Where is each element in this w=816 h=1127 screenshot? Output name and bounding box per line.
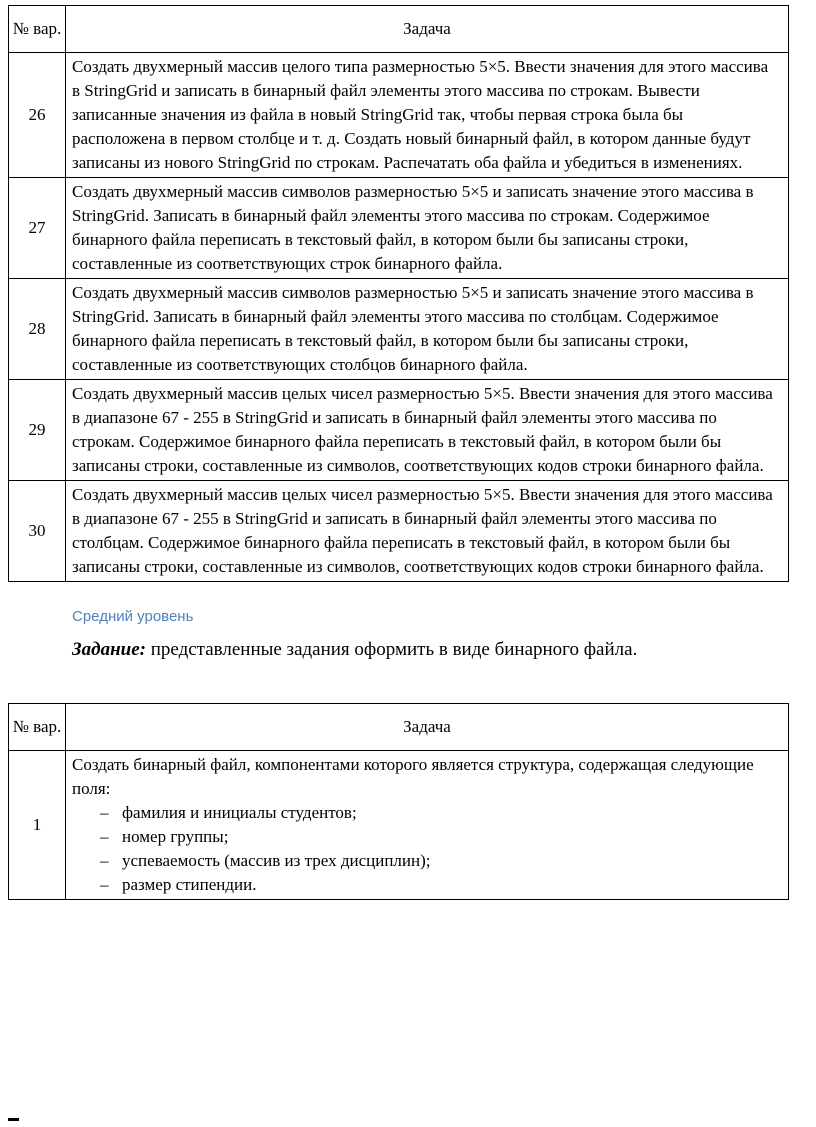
level-heading: Средний уровень	[72, 608, 194, 625]
table-header-row	[9, 6, 789, 53]
variant-number: 27	[9, 178, 66, 279]
task-text: Создать двухмерный массив целых чисел размерностью 5×5. Ввести значения для этого массива в диапазоне 67 - 255 в StringGrid и записать в бинарный файл элементы этого массива по строкам. Содержимое бинарного файла переписать в текстовый файл, в котором были бы записаны строки, составленные из символов, соответствующих кодов строки бинарного файла.	[66, 380, 789, 481]
task-text: Создать двухмерный массив символов размерностью 5×5 и записать значение этого массива в StringGrid. Записать в бинарный файл элементы этого массива по столбцам. Содержимое бинарного файла переписать в текстовый файл, в котором были бы записаны строки, составленные из соответствующих столбцов бинарного файла.	[66, 279, 789, 380]
assignment-paragraph	[72, 637, 789, 663]
task-text: Создать двухмерный массив символов размерностью 5×5 и записать значение этого массива в StringGrid. Записать в бинарный файл элементы этого массива по строкам. Содержимое бинарного файла переписать в текстовый файл, в котором были бы записаны строки, составленные из соответствующих строк бинарного файла.	[66, 178, 789, 279]
task-text: Создать двухмерный массив целых чисел размерностью 5×5. Ввести значения для этого массива в диапазоне 67 - 255 в StringGrid и записать в бинарный файл элементы этого массива по столбцам. Содержимое бинарного файла переписать в текстовый файл, в котором были бы записаны строки, составленные из символов, соответствующих кодов строки бинарного файла.	[66, 481, 789, 582]
variant-number: 26	[9, 53, 66, 178]
table-row	[9, 178, 789, 279]
assignment-label: Задание:	[72, 639, 146, 660]
column-header-task: Задача	[66, 6, 789, 53]
list-item-text: размер стипендии.	[122, 875, 257, 894]
table-row	[9, 53, 789, 178]
table-header-row	[9, 704, 789, 751]
list-item	[100, 849, 778, 873]
table-row	[9, 279, 789, 380]
task-text: Создать двухмерный массив целого типа размерностью 5×5. Ввести значения для этого массива в StringGrid и записать в бинарный файл элементы этого массива по строкам. Вывести записанные значения из файла в новый StringGrid так, чтобы первая строка была бы расположена в первом столбце и т. д. Создать новый бинарный файл, в котором данные будут записаны из нового StringGrid по строкам. Распечатать оба файла и убедиться в изменениях.	[66, 53, 789, 178]
variant-number: 29	[9, 380, 66, 481]
tasks-table-variants-26-30	[8, 5, 789, 582]
list-item	[100, 873, 778, 897]
table-row	[9, 380, 789, 481]
tasks-table-variant-1	[8, 703, 789, 900]
variant-number: 28	[9, 279, 66, 380]
column-header-variant: № вар.	[9, 704, 66, 751]
assignment-text: представленные задания оформить в виде бинарного файла.	[145, 639, 638, 660]
list-dash: –	[100, 803, 109, 822]
list-item	[100, 825, 778, 849]
list-dash: –	[100, 875, 109, 894]
table-row	[9, 481, 789, 582]
page-bottom-mark	[8, 1118, 19, 1121]
column-header-task: Задача	[66, 704, 789, 751]
list-dash: –	[100, 851, 109, 870]
column-header-variant: № вар.	[9, 6, 66, 53]
task-intro: Создать бинарный файл, компонентами которого является структура, содержащая следующие поля:	[72, 755, 754, 798]
list-item	[100, 801, 778, 825]
variant-number: 1	[9, 751, 66, 900]
list-item-text: номер группы;	[122, 827, 229, 846]
list-dash: –	[100, 827, 109, 846]
table-row	[9, 751, 789, 900]
task-cell	[66, 751, 789, 900]
list-item-text: успеваемость (массив из трех дисциплин);	[122, 851, 431, 870]
list-item-text: фамилия и инициалы студентов;	[122, 803, 357, 822]
variant-number: 30	[9, 481, 66, 582]
